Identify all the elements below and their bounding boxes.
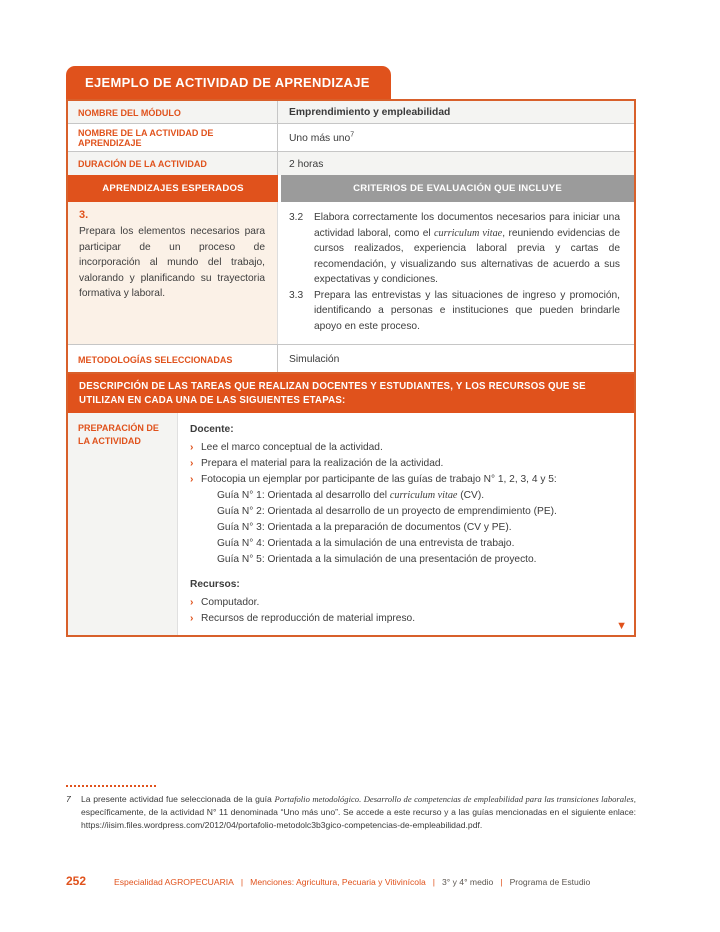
criterion-number: 3.3 xyxy=(289,289,304,301)
criterion-number: 3.2 xyxy=(289,212,304,223)
page-number: 252 xyxy=(66,874,87,888)
evaluation-criteria-cell xyxy=(278,202,634,344)
footnote-number: 7 xyxy=(66,794,71,804)
table-row-module xyxy=(68,101,634,124)
methodologies-value: Simulación xyxy=(289,354,340,365)
module-name-label: NOMBRE DEL MÓDULO xyxy=(68,101,278,123)
activity-example-title: EJEMPLO DE ACTIVIDAD DE APRENDIZAJE xyxy=(85,75,370,90)
list-item-text: Prepara el material para la realización de la actividad. xyxy=(201,458,444,469)
criterion-item xyxy=(289,210,620,288)
learning-criteria-row xyxy=(68,202,634,345)
table-row-duration xyxy=(68,152,634,175)
column-headers-row xyxy=(68,175,634,202)
table-row-methodologies xyxy=(68,345,634,373)
guide-item: Guía N° 4: Orientada a la simulación de una entrevista de trabajo. xyxy=(217,538,515,549)
list-item xyxy=(190,595,618,611)
footnote-text: La presente actividad fue seleccionada de la guía Portafolio metodológico. Desarrollo de competencias de empleabilidad para las transiciones laborales, específicamente, de la actividad N° 11 denominada “Uno más uno”. Se accede a este recurso y a las guías mencionadas en el siguiente enlace: https://iisim.files.wordpress.com/2012/04/portafolio-metodolc3b3gico-competencias-de-empleabilidad.pdf. xyxy=(81,794,636,830)
list-item xyxy=(190,440,618,456)
criterion-item xyxy=(289,288,620,335)
activity-info-table xyxy=(66,99,636,375)
page-footer xyxy=(66,874,666,888)
duration-value: 2 horas xyxy=(289,158,324,170)
methodologies-label: METODOLOGÍAS SELECCIONADAS xyxy=(68,345,278,373)
guide-item: Guía N° 1: Orientada al desarrollo del curriculum vitae (CV). xyxy=(217,490,485,501)
guide-item: Guía N° 3: Orientada a la preparación de documentos (CV y PE). xyxy=(217,522,512,533)
footnote-reference-mark: 7 xyxy=(350,131,355,139)
bullet-chevron-icon: › xyxy=(190,613,194,624)
activity-name-value: Uno más uno$^7$ xyxy=(289,131,355,144)
list-item-text: Fotocopia un ejemplar por participante de las guías de trabajo N° 1, 2, 3, 4 y 5: xyxy=(201,474,557,485)
docente-heading: Docente: xyxy=(190,424,234,435)
duration-label: DURACIÓN DE LA ACTIVIDAD xyxy=(68,152,278,175)
footer-specialty: Especialidad AGROPECUARIA xyxy=(114,877,234,887)
bullet-chevron-icon: › xyxy=(190,458,194,469)
footnote-divider xyxy=(66,785,156,787)
guide-item: Guía N° 5: Orientada a la simulación de una presentación de proyecto. xyxy=(217,554,537,565)
tasks-description-banner: DESCRIPCIÓN DE LAS TAREAS QUE REALIZAN DOCENTES Y ESTUDIANTES, Y LOS RECURSOS QUE SE UTILIZAN EN CADA UNA DE LAS SIGUIENTES ETAPAS: xyxy=(68,374,634,413)
guide-item: Guía N° 2: Orientada al desarrollo de un proyecto de emprendimiento (PE). xyxy=(217,506,557,517)
preparation-stage-label: PREPARACIÓN DE LA ACTIVIDAD xyxy=(68,413,178,635)
footnote-link[interactable]: https://iisim.files.wordpress.com/2012/04/portafolio-metodolc3b3gico-competencias-de-empleabilidad.pdf xyxy=(81,820,480,830)
list-item xyxy=(190,472,618,488)
recursos-heading: Recursos: xyxy=(190,579,240,590)
footnote xyxy=(66,785,636,832)
expected-learning-cell xyxy=(68,202,278,344)
footnote-line xyxy=(66,793,636,832)
list-item-text: Lee el marco conceptual de la actividad. xyxy=(201,442,383,453)
expected-learning-header: APRENDIZAJES ESPERADOS xyxy=(68,175,278,202)
list-item xyxy=(190,611,618,627)
module-name-value: Emprendimiento y empleabilidad xyxy=(289,107,451,118)
criterion-text: Prepara las entrevistas y las situaciones de ingreso y promoción, identificando a personas e instituciones que pueden brindarle apoyo en este proceso. xyxy=(314,289,620,332)
footer-mentions: Menciones: Agricultura, Pecuaria y Vitivinícola xyxy=(250,877,426,887)
bullet-chevron-icon: › xyxy=(190,442,194,453)
preparation-content xyxy=(178,413,634,635)
evaluation-criteria-header: CRITERIOS DE EVALUACIÓN QUE INCLUYE xyxy=(281,175,634,202)
expected-learning-number: 3. xyxy=(79,209,89,221)
tasks-description-table xyxy=(66,372,636,637)
activity-example-tab xyxy=(66,66,391,99)
list-item xyxy=(190,456,618,472)
bullet-chevron-icon: › xyxy=(190,474,194,485)
footer-divider: | xyxy=(500,877,503,887)
footer-divider: | xyxy=(432,877,436,887)
table-row-activity-name xyxy=(68,124,634,152)
list-item-text: Recursos de reproducción de material impreso. xyxy=(201,613,416,624)
continuation-arrow-icon: ▼ xyxy=(616,620,627,632)
bullet-chevron-icon: › xyxy=(190,597,194,608)
footer-program: Programa de Estudio xyxy=(509,877,591,887)
expected-learning-text: Prepara los elementos necesarios para participar de un proceso de incorporación al mundo del trabajo, valorando y planificando su trayectoria formativa y laboral. xyxy=(79,226,265,299)
footer-divider: | xyxy=(240,877,244,887)
list-item-text: Computador. xyxy=(201,597,260,608)
activity-name-label: NOMBRE DE LA ACTIVIDAD DE APRENDIZAJE xyxy=(68,124,278,151)
preparation-row xyxy=(68,413,634,635)
footer-grade-level: 3° y 4° medio xyxy=(442,877,494,887)
criterion-text: Elabora correctamente los documentos necesarios para iniciar una actividad laboral, como el curriculum vitae, reuniendo evidencias de cursos realizados, experiencia laboral previa y cartas de recomendación, y visualizando sus alternativas de acuerdo a sus expectativas y condiciones. xyxy=(314,212,621,285)
